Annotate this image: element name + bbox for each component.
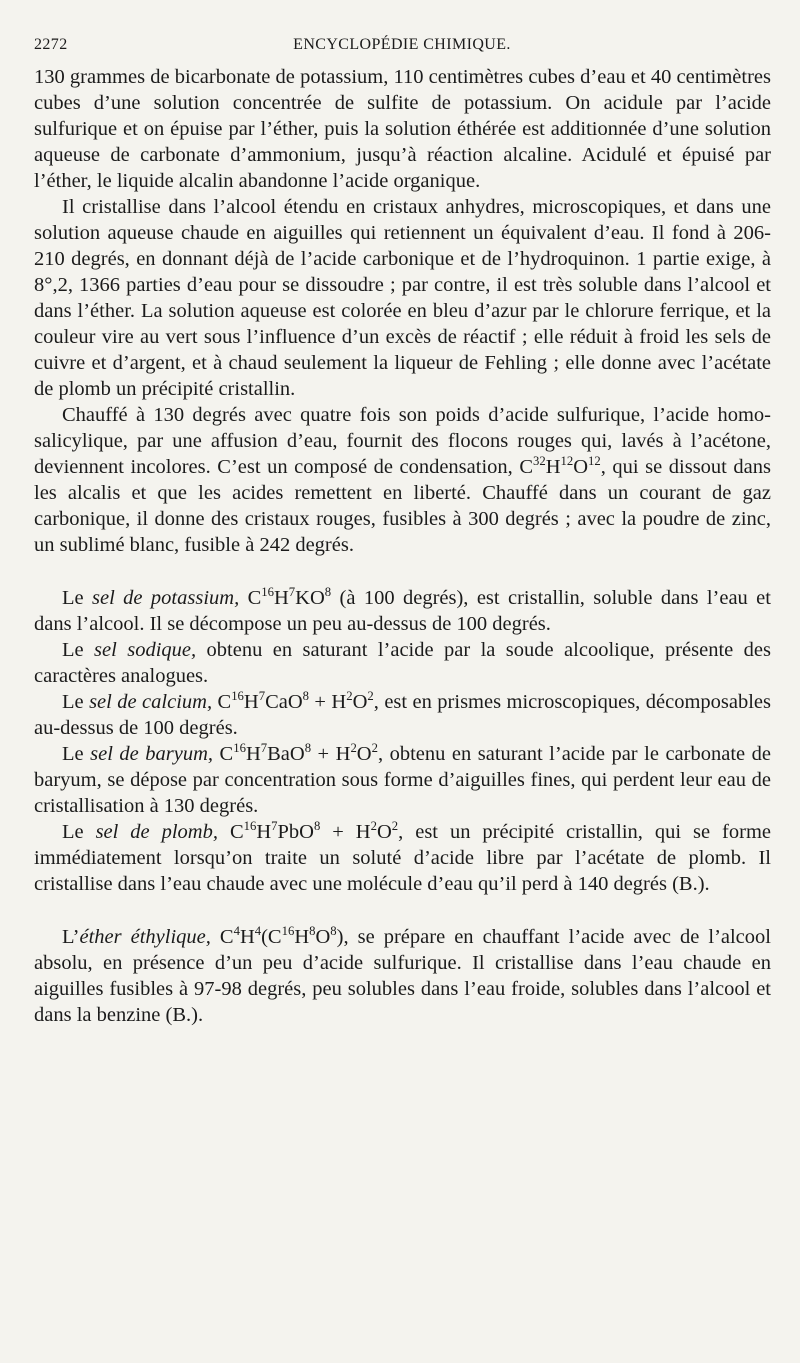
text-run: ), se prépare en chauffant l’acide avec de l’alcool absolu, en présence d’un peu d’acide sulfurique. Il cristallise dans l’eau chaude en aiguilles fusibles à 97-98 degrés, peu solubles dans l’eau froide, solubles dans l’alcool et dans la benzine (B.). — [34, 926, 771, 1026]
text-run: BaO — [267, 743, 305, 765]
paragraph — [34, 689, 771, 741]
superscript: 7 — [288, 585, 296, 600]
text-run: KO — [295, 587, 325, 609]
text-run: H — [243, 691, 259, 713]
paragraph — [34, 741, 771, 819]
text-run: Le — [62, 691, 90, 713]
text-run: obtenu en saturant l’acide par la soude alcoolique, présente des caractères analogues. — [34, 639, 772, 687]
text-run: O — [315, 926, 331, 948]
superscript: 16 — [261, 585, 274, 600]
text-run: L’ — [62, 926, 80, 948]
text-run: Le — [62, 639, 95, 661]
text-run: + H — [311, 743, 351, 765]
superscript: 16 — [243, 819, 257, 834]
superscript: 7 — [260, 741, 268, 756]
superscript: 2 — [367, 689, 374, 704]
text-run: Le — [62, 587, 93, 609]
superscript: 8 — [302, 689, 309, 704]
text-run: H — [545, 456, 561, 478]
superscript: 8 — [313, 819, 321, 834]
superscript: 8 — [304, 741, 312, 756]
superscript: 8 — [330, 924, 337, 939]
text-run: H — [245, 743, 261, 765]
text-run: CaO — [265, 691, 303, 713]
text-run: O — [352, 691, 368, 713]
paragraph — [34, 924, 771, 1028]
text-run: H — [256, 821, 272, 843]
text-run: C — [210, 926, 234, 948]
text-run: , qui se dissout dans les alcalis et que les acides remettent en liberté. Chauffé dans un courant de gaz carbonique, il donne des cristaux rouges, fusibles à 300 degrés ; avec la poudre de zinc, un sublimé blanc, fusible à 242 degrés. — [34, 456, 771, 556]
superscript: 16 — [281, 924, 295, 939]
text-run: H — [294, 926, 310, 948]
page-number: 2272 — [34, 36, 68, 53]
superscript: 2 — [346, 689, 353, 704]
text-run: PbO — [277, 821, 314, 843]
superscript: 2 — [391, 819, 399, 834]
text-run: , est un précipité cristallin, qui se forme immédiatement lorsqu’on traite un soluté d’acide libre par l’acétate de plomb. Il cristallise dans l’eau chaude avec une molécule d’eau qu’il perd à 140 degrés (B.). — [34, 821, 771, 895]
italic-term: sel de baryum, — [90, 743, 214, 765]
italic-term: sel de calcium, — [89, 691, 213, 713]
running-title: ENCYCLOPÉDIE CHIMIQUE. — [293, 36, 511, 53]
superscript: 32 — [533, 454, 546, 469]
superscript: 2 — [350, 741, 357, 756]
italic-term: sel sodique, — [94, 639, 197, 661]
text-run: H — [273, 587, 289, 609]
superscript: 4 — [233, 924, 240, 939]
text-run: 130 grammes de bicarbonate de potassium, 110 centimètres cubes d’eau et 40 centimètres cubes d’une solution concentrée de sulfite de potassium. On acidule par l’acide sulfurique et on épuise par l’éther, puis la solution éthérée est additionnée d’une solution aqueuse de carbonate d’ammonium, jusqu’à réaction alcaline. Acidulé et épuisé par l’éther, le liquide alcalin abandonne l’acide organique. — [34, 66, 771, 192]
italic-term: sel de potassium, — [92, 587, 240, 609]
superscript: 12 — [560, 454, 574, 469]
superscript: 4 — [254, 924, 262, 939]
paragraph — [34, 402, 771, 558]
page-header — [34, 30, 770, 60]
superscript: 7 — [271, 819, 278, 834]
text-run: O — [573, 456, 589, 478]
superscript: 2 — [371, 741, 378, 756]
text-run: (C — [261, 926, 282, 948]
text-run: H — [239, 926, 255, 948]
text-run: + H — [309, 691, 347, 713]
text-run: (à 100 degrés), est cristallin, soluble dans l’eau et dans l’alcool. Il se décompose un peu au-dessus de 100 degrés. — [34, 587, 771, 635]
paragraph — [34, 819, 771, 897]
paragraph — [34, 64, 771, 194]
italic-term: éther éthylique, — [79, 926, 211, 948]
text-run: , est en prismes microscopiques, décomposables au-dessus de 100 degrés. — [34, 691, 771, 739]
superscript: 16 — [233, 741, 246, 756]
superscript: 8 — [324, 585, 332, 600]
text-run: Le — [62, 821, 96, 843]
text-run: , obtenu en saturant l’acide par le carbonate de baryum, se dépose par concentration sous forme d’aiguilles fines, qui perdent leur eau de cristallisation à 130 degrés. — [34, 743, 771, 817]
paragraph — [34, 194, 771, 402]
text-run: O — [376, 821, 392, 843]
text-run: + H — [320, 821, 371, 843]
text-run: C — [212, 691, 232, 713]
superscript: 7 — [258, 689, 266, 704]
body-text — [34, 64, 771, 1028]
superscript: 16 — [231, 689, 244, 704]
text-run: C — [213, 743, 234, 765]
text-run: Le — [62, 743, 91, 765]
italic-term: sel de plomb, — [95, 821, 218, 843]
superscript: 2 — [370, 819, 377, 834]
paragraph — [34, 585, 771, 637]
paragraph-spacer — [34, 558, 771, 585]
text-run: O — [356, 743, 372, 765]
superscript: 8 — [309, 924, 316, 939]
paragraph-spacer — [34, 897, 771, 924]
text-run: C — [239, 587, 262, 609]
paragraph — [34, 637, 771, 689]
text-run: Chauffé à 130 degrés avec quatre fois son poids d’acide sulfurique, l’acide homo-salicylique, par une affusion d’eau, fournit des flocons rouges qui, lavés à l’acétone, deviennent incolores. C’est un composé de condensation, C — [34, 404, 771, 478]
text-run: C — [217, 821, 244, 843]
superscript: 12 — [588, 454, 601, 469]
text-run: Il cristallise dans l’alcool étendu en cristaux anhydres, microscopiques, et dans une solution aqueuse chaude en aiguilles qui retiennent un équivalent d’eau. Il fond à 206-210 degrés, en donnant déjà de l’acide carbonique et de l’hydroquinon. 1 partie exige, à 8°,2, 1366 parties d’eau pour se dissoudre ; par contre, il est très soluble dans l’alcool et dans l’éther. La solution aqueuse est colorée en bleu d’azur par le chlorure ferrique, et la couleur vire au vert sous l’influence d’un excès de réactif ; elle réduit à froid les sels de cuivre et d’argent, et à chaud seulement la liqueur de Fehling ; elle donne avec l’acétate de plomb un précipité cristallin. — [34, 196, 771, 400]
